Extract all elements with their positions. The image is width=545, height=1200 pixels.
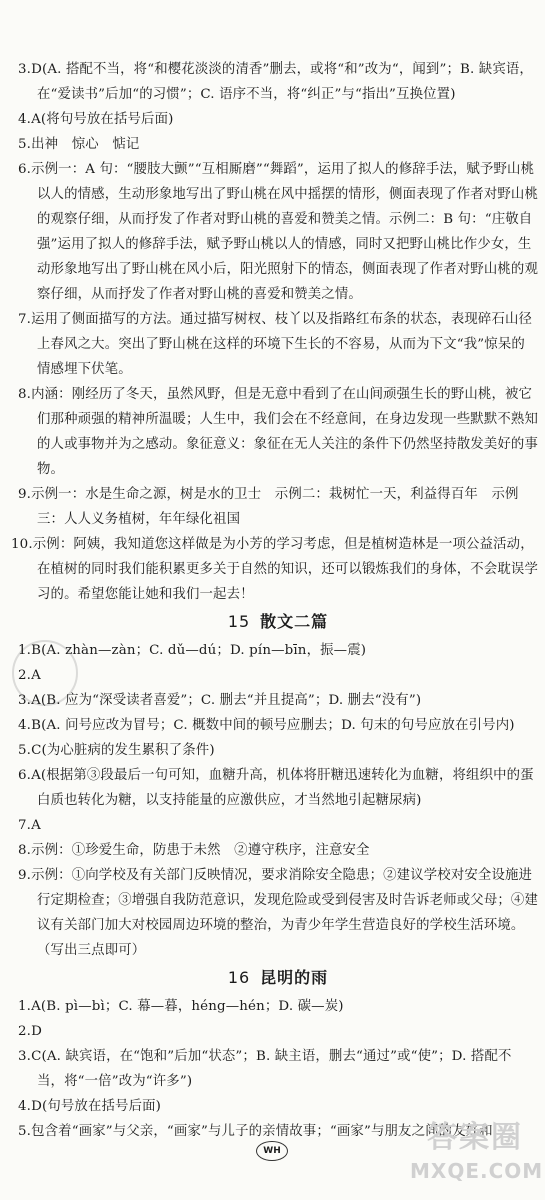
answer-item-body xyxy=(18,1094,538,1119)
answer-text: 示例一：水是生命之源，树是水的卫士 示例二：栽树忙一天，利益得百年 示例三：人人义务植树，年年绿化祖国 xyxy=(31,487,519,527)
answer-item xyxy=(18,813,538,838)
answer-text: C(为心脏病的发生累积了条件) xyxy=(31,743,215,758)
answer-item xyxy=(18,1094,538,1119)
answer-number: 3. xyxy=(18,62,32,77)
answer-item xyxy=(18,738,538,763)
answer-list-section-15 xyxy=(18,638,538,963)
answer-number: 2. xyxy=(18,668,32,683)
answer-text: 出神 惊心 惦记 xyxy=(31,137,140,152)
answer-text: B(A. zhàn—zàn；C. dǔ—dú；D. pín—bīn，振—震) xyxy=(31,643,367,658)
answer-item xyxy=(11,532,539,607)
answer-text: 示例一：A 句：“腰肢大颤”“互相厮磨”“舞蹈”，运用了拟人的修辞手法，赋予野山桃以人的情感，生动形象地写出了野山桃在风中摇摆的情形，侧面表现了作者对野山桃的观察仔细，从而抒发了作者对野山桃的喜爱和赞美之情。示例二：B 句：“庄敬自强”运用了拟人的修辞手法，赋予野山桃以人的情感，同时又把野山桃比作少女，生动形象地写出了野山桃在风小后，阳光照射下的情态，侧面表现了作者对野山桃的观察仔细，从而抒发了作者对野山桃的喜爱和赞美之情。 xyxy=(31,162,539,302)
answer-text: A(B. pì—bì；C. 幕—暮，héng—hén；D. 碳—炭) xyxy=(31,999,344,1014)
answer-item xyxy=(18,763,538,813)
answer-number: 7. xyxy=(18,818,32,833)
section-title: 昆明的雨 xyxy=(260,968,329,987)
answer-text: 示例：阿姨，我知道您这样做是为小芳的学习考虑，但是植树造林是一项公益活动，在植树的同时我们能积累更多关于自然的知识，还可以锻炼我们的身体，不会耽误学习的。希望您能让她和我们一起去！ xyxy=(32,537,539,602)
publisher-logo-badge: WH xyxy=(256,1141,288,1161)
top-edge-mark xyxy=(4,8,44,18)
answer-number: 5. xyxy=(18,743,32,758)
answer-text: A xyxy=(31,668,41,683)
answer-item xyxy=(18,482,538,532)
answer-item-body xyxy=(18,638,538,663)
answer-number: 6. xyxy=(18,768,32,783)
answer-item-body xyxy=(18,57,538,107)
answer-text: A xyxy=(31,818,41,833)
section-number: 15 xyxy=(227,612,251,631)
answer-number: 8. xyxy=(18,843,32,858)
answer-item xyxy=(18,863,538,963)
answer-item-body xyxy=(18,382,538,482)
answer-item xyxy=(18,157,538,307)
answer-item xyxy=(18,688,538,713)
answer-item xyxy=(18,838,538,863)
answer-number: 1. xyxy=(18,999,32,1014)
answer-text: 内涵：刚经历了冬天，虽然风野，但是无意中看到了在山间顽强生长的野山桃，被它们那种顽强的精神所温暖；人生中，我们会在不经意间，在身边发现一些默默不熟知的人或事物并为之感动。象征意义：象征在无人关注的条件下仍然坚持散发美好的事物。 xyxy=(31,387,539,477)
section-number: 16 xyxy=(227,968,251,987)
answer-item xyxy=(18,1019,538,1044)
answer-text: 运用了侧面描写的方法。通过描写树杈、枝丫以及指路红布条的状态，表现碎石山径上春风之大。突出了野山桃在这样的环境下生长的不容易，从而为下文“我”惊呆的情感埋下伏笔。 xyxy=(31,312,533,377)
answer-item-body xyxy=(18,1044,538,1094)
answer-item-body xyxy=(18,738,538,763)
section-heading-15 xyxy=(18,608,538,636)
answer-item-body xyxy=(18,1019,538,1044)
answer-number: 4. xyxy=(18,1099,32,1114)
answer-item xyxy=(18,663,538,688)
answer-number: 6. xyxy=(18,162,32,177)
answer-item-body xyxy=(18,107,538,132)
answer-text: D(A. 搭配不当，将“和樱花淡淡的清香”删去，或将“和”改为“，闻到”；B. 缺宾语，在“爱读书”后加“的习惯”；C. 语序不当，将“纠正”与“指出”互换位置) xyxy=(31,62,533,102)
watermark-domain: MXQE.COM xyxy=(410,1159,544,1183)
answer-text: A(根据第③段最后一句可知，血糖升高，机体将肝糖迅速转化为血糖，将组织中的蛋白质也转化为糖，以支持能量的应激供应，才当然地引起糖尿病) xyxy=(31,768,534,808)
answer-item-body xyxy=(18,307,538,382)
section-heading-16 xyxy=(18,964,538,992)
answer-text: 示例：①珍爱生命，防患于未然 ②遵守秩序，注意安全 xyxy=(31,843,370,858)
answer-item-body xyxy=(18,838,538,863)
answer-item xyxy=(18,307,538,382)
answer-item-body xyxy=(18,763,538,813)
answer-number: 8. xyxy=(18,387,32,402)
answer-item-body xyxy=(11,532,539,607)
answer-text: 示例：①向学校及有关部门反映情况，要求消除安全隐患；②建议学校对安全设施进行定期检查；③增强自我防范意识，发现危险或受到侵害及时告诉老师或父母；④建议有关部门加大对校园周边环境的整治，为青少年学生营造良好的学校生活环境。（写出三点即可） xyxy=(31,868,539,958)
answer-text: A(B. 应为“深受读者喜爱”；C. 删去“并且提高”；D. 删去“没有”) xyxy=(31,693,422,708)
answer-item-body xyxy=(18,863,538,963)
answer-item xyxy=(18,382,538,482)
answer-number: 2. xyxy=(18,1024,32,1039)
answer-number: 5. xyxy=(18,1124,32,1139)
watermark-chinese: 答案圈 xyxy=(427,1120,523,1155)
answer-item-body xyxy=(18,813,538,838)
answer-text: 包含着“画家”与父亲，“画家”与儿子的亲情故事；“画家”与朋友之间的友好和 xyxy=(31,1124,493,1139)
site-watermark xyxy=(410,1118,544,1194)
answer-content xyxy=(11,57,539,1144)
answer-number: 10. xyxy=(11,537,33,552)
answer-item xyxy=(18,132,538,157)
answer-number: 1. xyxy=(18,643,32,658)
answer-item xyxy=(18,57,538,107)
answer-item-body xyxy=(18,157,538,307)
answer-text: D(句号放在括号后面) xyxy=(31,1099,162,1114)
answer-number: 4. xyxy=(18,112,32,127)
answer-item xyxy=(18,638,538,663)
answer-text: D xyxy=(31,1024,42,1039)
answer-item-body xyxy=(18,713,538,738)
answer-number: 5. xyxy=(18,137,32,152)
answer-item-body xyxy=(18,132,538,157)
answer-text: A(将句号放在括号后面) xyxy=(31,112,174,127)
answer-item xyxy=(18,713,538,738)
answer-list-top xyxy=(11,57,539,607)
answer-item-body xyxy=(18,663,538,688)
answer-item xyxy=(18,107,538,132)
answer-item xyxy=(18,994,538,1019)
answer-item xyxy=(18,1044,538,1094)
section-title: 散文二篇 xyxy=(260,612,329,631)
answer-text: B(A. 问号应改为冒号；C. 概数中间的顿号应删去；D. 句末的句号应放在引号内) xyxy=(31,718,515,733)
answer-number: 3. xyxy=(18,693,32,708)
answer-number: 3. xyxy=(18,1049,32,1064)
answer-number: 9. xyxy=(18,487,32,502)
answer-text: C(A. 缺宾语，在“饱和”后加“状态”；B. 缺主语，删去“通过”或“使”；D. 搭配不当，将“一倍”改为“许多”) xyxy=(31,1049,512,1089)
answer-item-body xyxy=(18,688,538,713)
answer-item-body xyxy=(18,994,538,1019)
answer-number: 4. xyxy=(18,718,32,733)
answer-number: 9. xyxy=(18,868,32,883)
answer-item-body xyxy=(18,482,538,532)
answer-number: 7. xyxy=(18,312,32,327)
